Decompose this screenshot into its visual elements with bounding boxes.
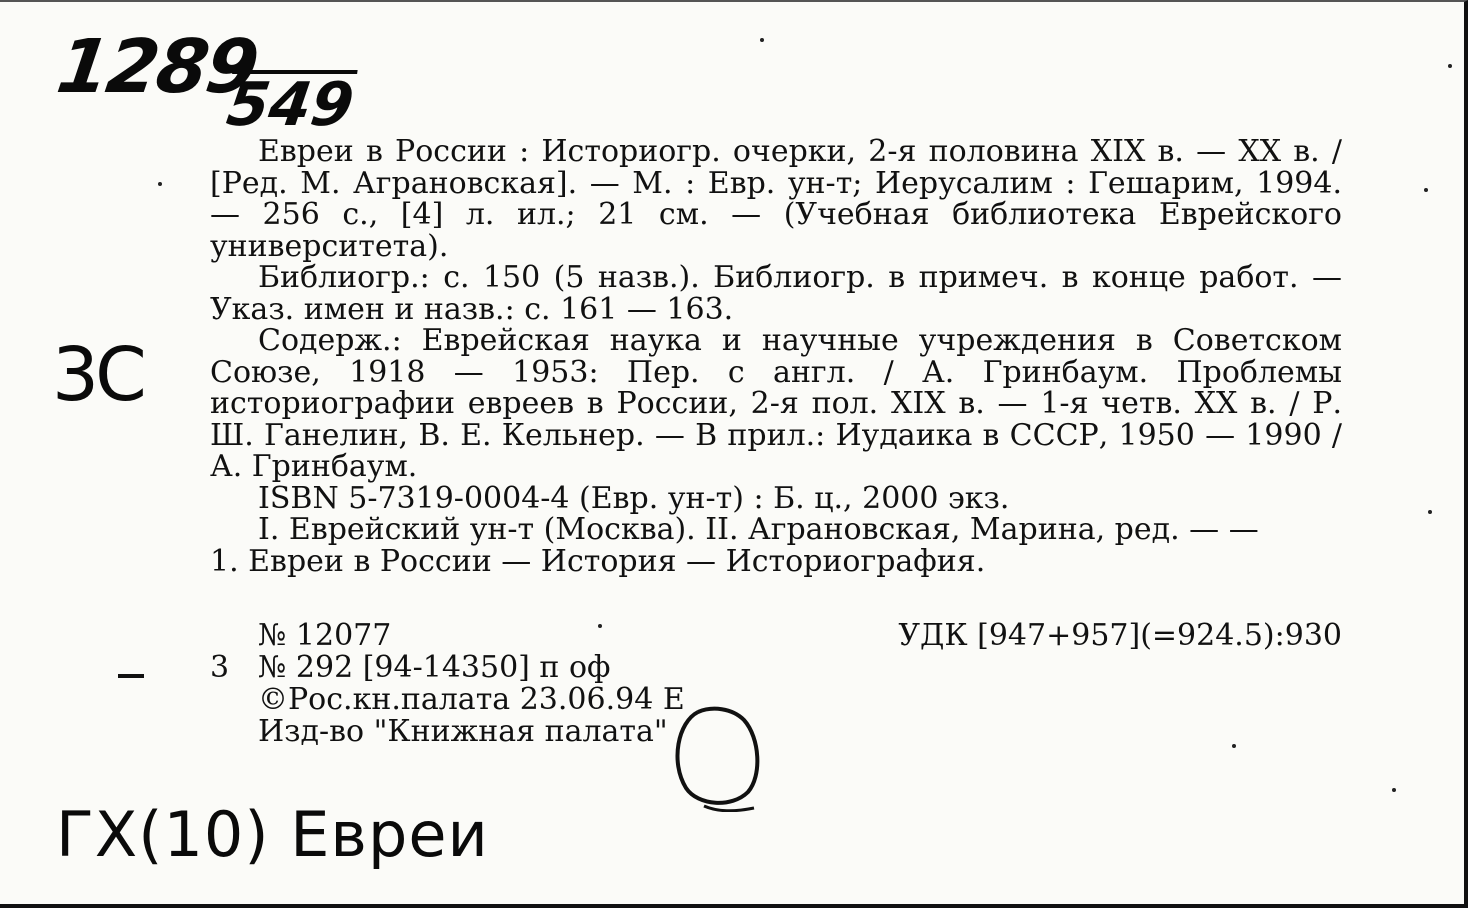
margin-mark: 3C bbox=[52, 332, 143, 418]
bottom-handwritten-note: ГХ(10) Евреи bbox=[56, 798, 489, 871]
speck bbox=[760, 38, 764, 42]
copyright-line: ©Рос.кн.палата 23.06.94 Е bbox=[258, 682, 685, 717]
speck bbox=[1232, 744, 1236, 748]
title-paragraph: Евреи в России : Историогр. очерки, 2-я половина XIX в. — XX в. / [Ред. М. Аграновская]. — М. : Евр. ун-т; Иерусалим : Гешарим, 1994. — 256 с., [4] л. ил.; 21 см. — (Учебная библиотека Еврейского университета). bbox=[210, 134, 1342, 264]
margin-dash bbox=[118, 674, 144, 678]
speck bbox=[1392, 788, 1396, 792]
udk-classification: УДК [947+957](=924.5):930 bbox=[898, 618, 1342, 653]
subject-line: 1. Евреи в России — История — Историография. bbox=[210, 543, 986, 579]
contents-note: Содерж.: Еврейская наука и научные учреждения в Советском Союзе, 1918 — 1953: Пер. с англ. / А. Гринбаум. Проблемы историографии евреев в России, 2-я пол. XIX в. — 1-я четв. XX в. / Р. Ш. Ганелин, В. Е. Кельнер. — В прил.: Иудаика в СССР, 1950 — 1990 / А. Гринбаум. bbox=[210, 323, 1342, 484]
speck bbox=[598, 624, 602, 628]
isbn-line: ISBN 5-7319-0004-4 (Евр. ун-т) : Б. ц., 2000 экз. bbox=[258, 480, 1010, 516]
card-footer bbox=[210, 620, 1342, 748]
speck bbox=[158, 182, 162, 186]
bibliographic-entry bbox=[210, 136, 1342, 577]
speck bbox=[1448, 64, 1452, 68]
circle-stamp-mark bbox=[668, 702, 764, 812]
call-number: 1289 bbox=[51, 24, 263, 110]
tracings-line: I. Еврейский ун-т (Москва). II. Аграновская, Марина, ред. — — bbox=[258, 512, 1259, 547]
publisher-line: Изд-во "Книжная палата" bbox=[258, 714, 668, 749]
card-number: № 292 [94-14350] п оф bbox=[258, 650, 611, 685]
speck bbox=[1424, 188, 1428, 192]
speck bbox=[1428, 510, 1432, 514]
lead-digit: 3 bbox=[210, 650, 230, 685]
bibliography-note: Библиогр.: с. 150 (5 назв.). Библиогр. в примеч. в конце работ. — Указ. имен и назв.: с. 161 — 163. bbox=[210, 260, 1342, 327]
call-number-sub: 549 bbox=[222, 70, 358, 140]
record-number: № 12077 bbox=[258, 618, 392, 653]
